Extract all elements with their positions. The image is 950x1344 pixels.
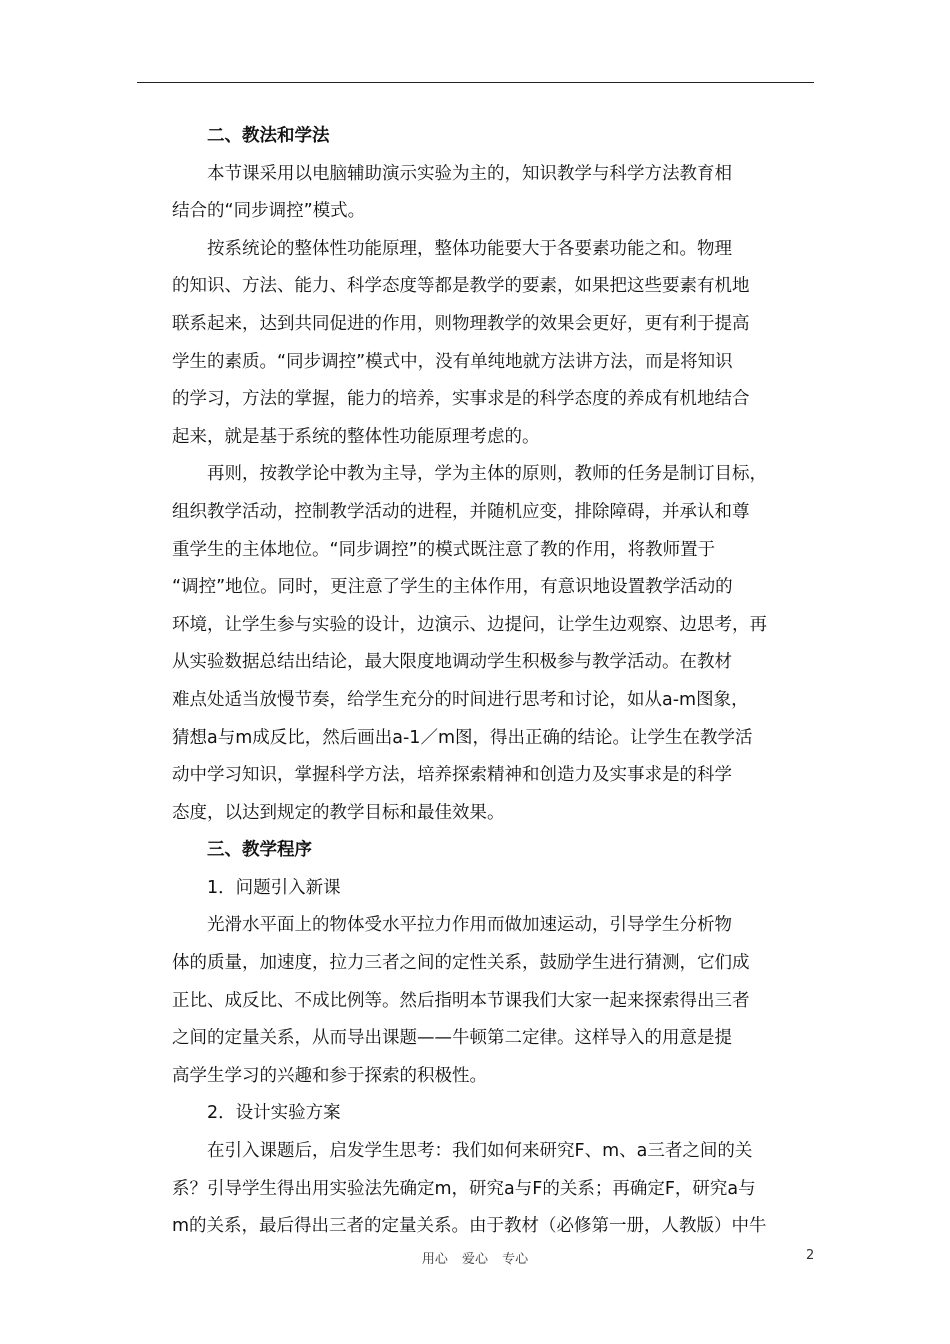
text-line: 之间的定量关系，从而导出课题——牛顿第二定律。这样导入的用意是提 xyxy=(172,1028,732,1049)
text-line: 按系统论的整体性功能原理，整体功能要大于各要素功能之和。物理 xyxy=(207,238,732,259)
text-line: 结合的“同步调控”模式。 xyxy=(172,201,366,222)
text-line: 的知识、方法、能力、科学态度等都是教学的要素，如果把这些要素有机地 xyxy=(172,276,750,297)
footer-slogan: 用心 爱心 专心 xyxy=(421,1252,529,1267)
text-line: 起来，就是基于系统的整体性功能原理考虑的。 xyxy=(172,426,540,447)
text-line: 学生的素质。“同步调控”模式中，没有单纯地就方法讲方法，而是将知识 xyxy=(172,351,733,372)
text-line: 的学习，方法的掌握，能力的培养，实事求是的科学态度的养成有机地结合 xyxy=(172,389,750,410)
text-line: 高学生学习的兴趣和参于探索的积极性。 xyxy=(172,1065,487,1086)
text-line: 难点处适当放慢节奏，给学生充分的时间进行思考和讨论，如从a-m图象， xyxy=(172,689,749,710)
text-line: m的关系，最后得出三者的定量关系。由于教材（必修第一册，人教版）中牛 xyxy=(172,1216,767,1237)
text-line: 正比、成反比、不成比例等。然后指明本节课我们大家一起来探索得出三者 xyxy=(172,990,750,1011)
text-line: 系？引导学生得出用实验法先确定m，研究a与F的关系；再确定F，研究a与 xyxy=(172,1178,756,1199)
text-line: 重学生的主体地位。“同步调控”的模式既注意了教的作用，将教师置于 xyxy=(172,539,716,560)
text-line: 从实验数据总结出结论，最大限度地调动学生积极参与教学活动。在教材 xyxy=(172,652,732,673)
section-heading: 二、教法和学法 xyxy=(207,126,330,146)
text-line: “调控”地位。同时，更注意了学生的主体作用，有意识地设置教学活动的 xyxy=(172,577,733,598)
text-line: 动中学习知识，掌握科学方法，培养探索精神和创造力及实事求是的科学 xyxy=(172,765,732,786)
page-number: 2 xyxy=(806,1248,815,1263)
text-line: 联系起来，达到共同促进的作用，则物理教学的效果会更好，更有利于提高 xyxy=(172,313,750,334)
text-line: 组织教学活动，控制教学活动的进程，并随机应变，排除障碍，并承认和尊 xyxy=(172,501,750,522)
text-line: 1．问题引入新课 xyxy=(207,877,341,898)
section-heading: 三、教学程序 xyxy=(207,840,312,861)
text-line: 在引入课题后，启发学生思考：我们如何来研究F、m、a三者之间的关 xyxy=(207,1141,753,1162)
header-rule xyxy=(137,82,814,83)
text-line: 环境，让学生参与实验的设计，边演示、边提问，让学生边观察、边思考，再 xyxy=(172,614,767,635)
document-body xyxy=(172,118,790,1246)
text-line: 光滑水平面上的物体受水平拉力作用而做加速运动，引导学生分析物 xyxy=(207,915,732,936)
text-line: 态度，以达到规定的教学目标和最佳效果。 xyxy=(172,802,505,823)
text-line: 猜想a与m成反比，然后画出a-1／m图，得出正确的结论。让学生在教学活 xyxy=(172,727,753,748)
text-line: 再则，按教学论中教为主导，学为主体的原则，教师的任务是制订目标， xyxy=(207,464,767,485)
text-line: 本节课采用以电脑辅助演示实验为主的，知识教学与科学方法教育相 xyxy=(207,163,732,184)
text-line: 体的质量，加速度，拉力三者之间的定性关系，鼓励学生进行猜测，它们成 xyxy=(172,953,750,974)
text-line: 2．设计实验方案 xyxy=(207,1103,341,1124)
